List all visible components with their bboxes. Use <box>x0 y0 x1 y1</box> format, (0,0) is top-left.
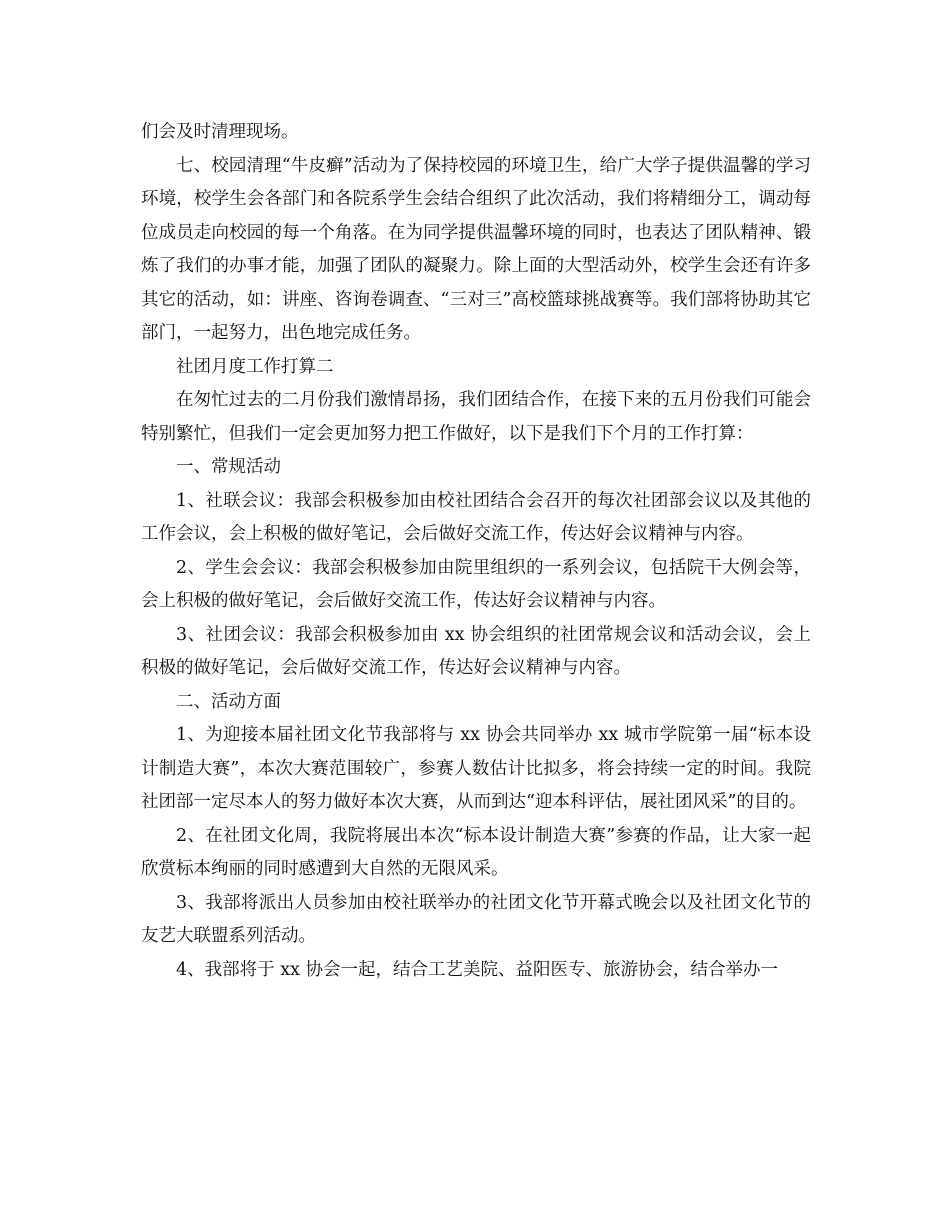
paragraph: 2、学生会会议：我部会积极参加由院里组织的一系列会议，包括院干大例会等，会上积极的做好笔记，会后做好交流工作，传达好会议精神与内容。 <box>141 557 811 611</box>
paragraph: 1、社联会议：我部会积极参加由校社团结合会召开的每次社团部会议以及其他的工作会议，会上积极的做好笔记，会后做好交流工作，传达好会议精神与内容。 <box>141 490 811 544</box>
paragraph: 4、我部将于 xx 协会一起，结合工艺美院、益阳医专、旅游协会，结合举办一 <box>176 959 778 980</box>
section-heading: 二、活动方面 <box>176 691 281 712</box>
paragraph: 2、在社团文化周，我院将展出本次“标本设计制造大赛”参赛的作品，让大家一起欣赏标本绚丽的同时感遭到大自然的无限风采。 <box>141 825 811 879</box>
paragraph: 1、为迎接本届社团文化节我部将与 xx 协会共同举办 xx 城市学院第一届“标本设计制造大赛”，本次大赛范围较广，参赛人数估计比拟多，将会持续一定的时间。我院社团部一定尽本人的努力做好本次大赛，从而到达“迎本科评估，展社团风采”的目的。 <box>141 725 811 812</box>
section-heading: 一、常规活动 <box>176 457 281 477</box>
section-heading: 社团月度工作打算二 <box>176 356 334 377</box>
paragraph: 3、我部将派出人员参加由校社联举办的社团文化节开幕式晚会以及社团文化节的友艺大联盟系列活动。 <box>141 892 811 946</box>
paragraph: 们会及时清理现场。 <box>141 122 299 142</box>
paragraph: 七、校园清理“牛皮癣”活动为了保持校园的环境卫生，给广大学子提供温馨的学习环境，校学生会各部门和各院系学生会结合组织了此次活动，我们将精细分工，调动每位成员走向校园的每一个角落。在为同学提供温馨环境的同时，也表达了团队精神、锻炼了我们的办事才能，加强了团队的凝聚力。除上面的大型活动外，校学生会还有许多其它的活动，如：讲座、咨询卷调查、“三对三”高校篮球挑战赛等。我们部将协助其它部门，一起努力，出色地完成任务。 <box>141 155 811 343</box>
document-body <box>141 116 811 987</box>
paragraph: 在匆忙过去的二月份我们激情昂扬，我们团结合作，在接下来的五月份我们可能会特别繁忙，但我们一定会更加努力把工作做好，以下是我们下个月的工作打算： <box>141 390 811 444</box>
paragraph: 3、社团会议：我部会积极参加由 xx 协会组织的社团常规会议和活动会议，会上积极的做好笔记，会后做好交流工作，传达好会议精神与内容。 <box>141 624 811 678</box>
